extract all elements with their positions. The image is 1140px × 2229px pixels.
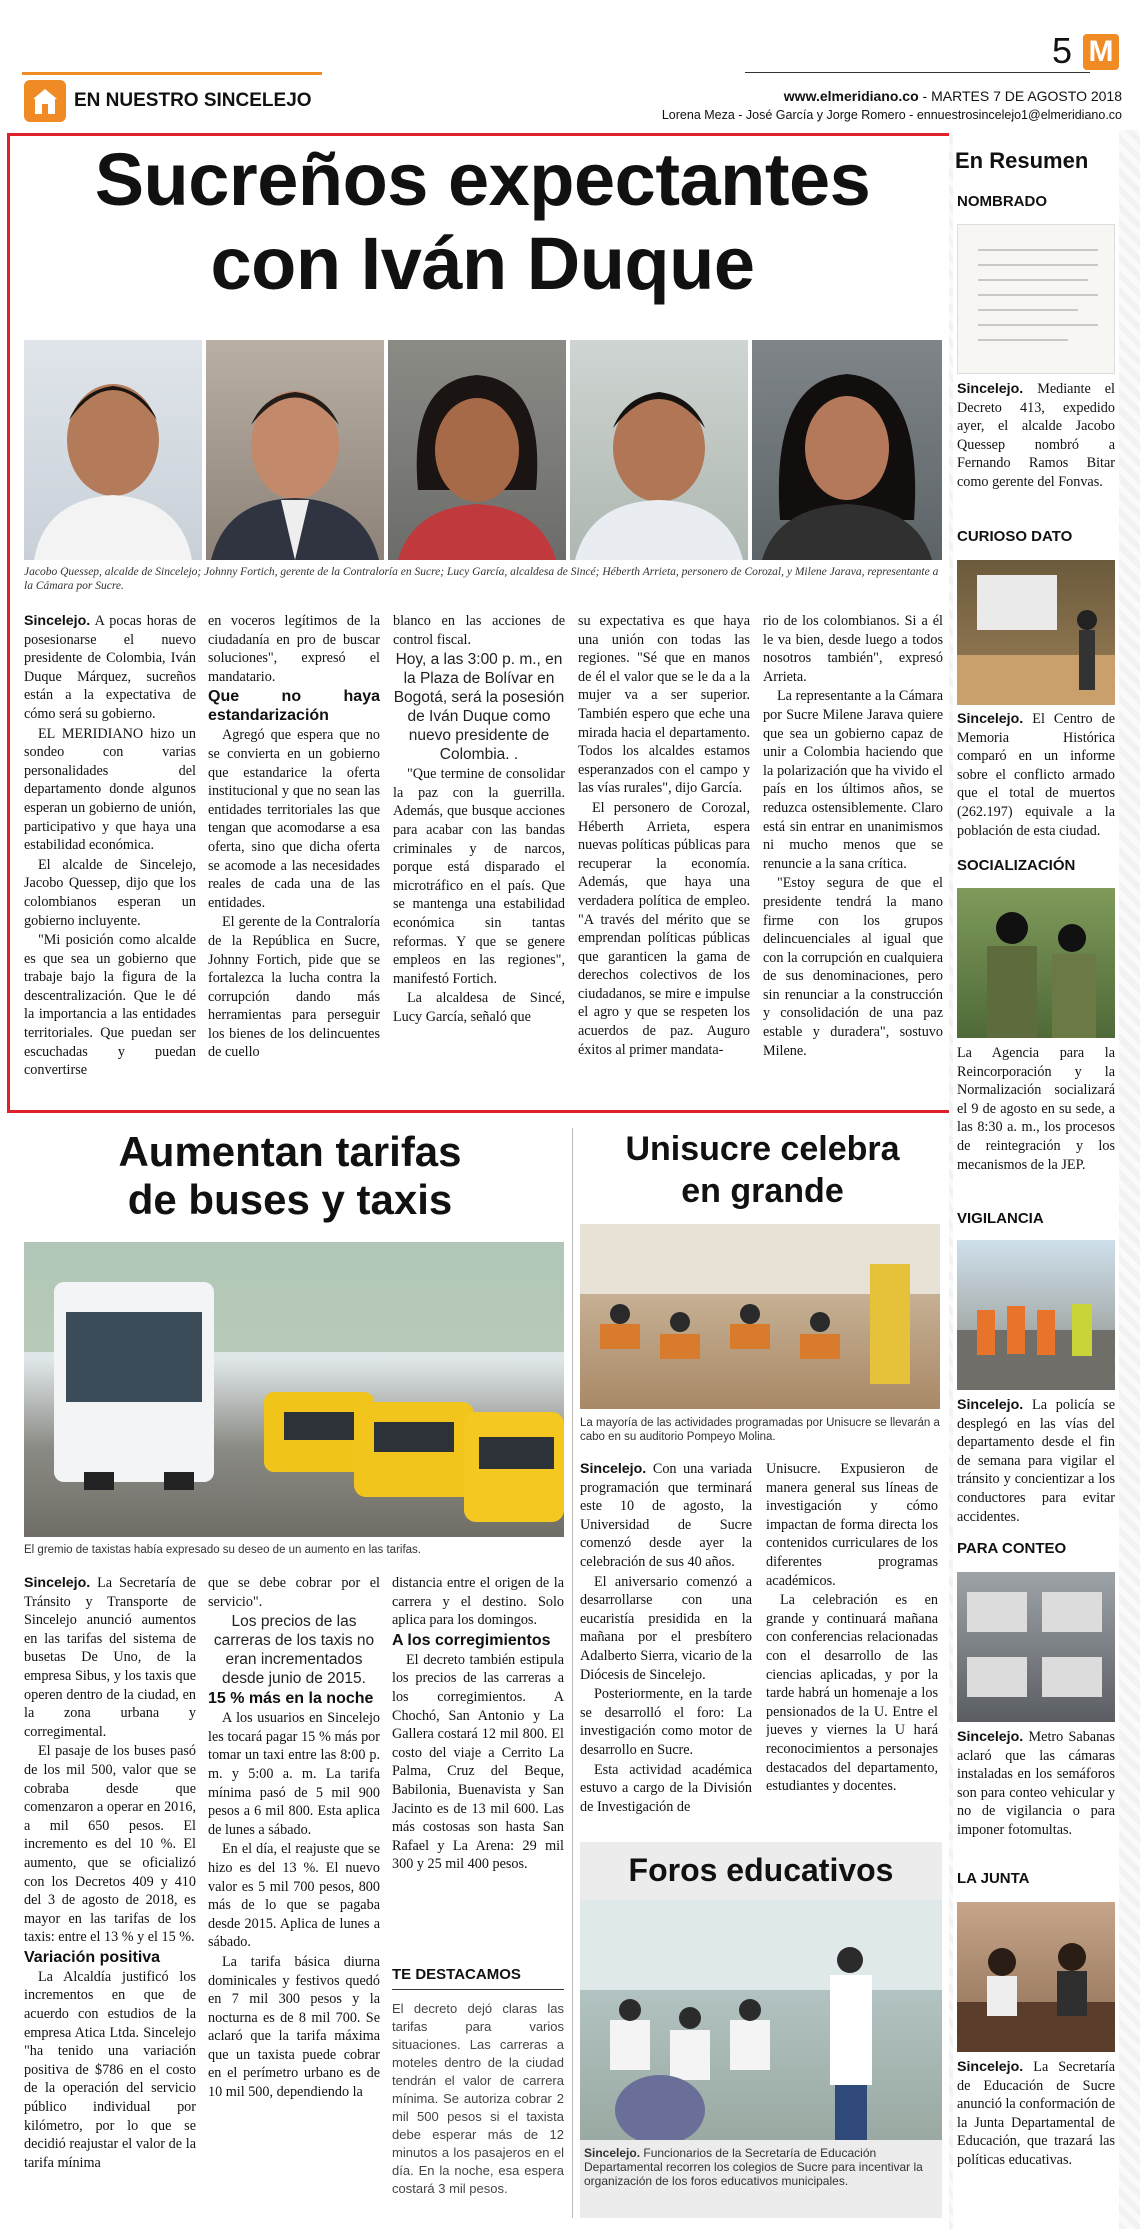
buses-paragraph: que se debe cobrar por el servicio". [208, 1575, 380, 1610]
section-icon [24, 80, 66, 122]
buses-lead-paragraph: Sincelejo. La Secretaría de Tránsito y Transporte de Sincelejo anunció aumentos en las tarifas del sistema de busetas De Uno, de la empresa Sibus, y los taxis que operen dentro de la ciudad, en la zona urbana y corregimental. [24, 1575, 196, 1740]
unisucre-col-2 [766, 1460, 938, 1820]
main-col-2 [208, 612, 380, 1102]
site-url[interactable]: www.elmeridiano.co [783, 88, 919, 104]
page-header [0, 0, 1140, 130]
sidebar-text-curioso-dato: Sincelejo. El Centro de Memoria Histórica comparó en un informe sobre el conflicto armado que el total de muertos (262.197) equivale a la población de esta ciudad. [957, 711, 1115, 839]
main-paragraph: "Que termine de consolidar la paz con la guerrilla. Además, que busque acciones para acabar con las bandas criminales y de narcos, porque está disparado el microtráfico en el país. Que se mantenga una estabilidad económica sin tantas reformas. Y que se genere empleos en las regiones", manifestó Fortich. [393, 766, 565, 987]
main-paragraph: EL MERIDIANO hizo un sondeo con varias personalidades del departamento donde algunos esperan un gobierno de unión, participativo y que haya una estabilidad económica. [24, 725, 196, 854]
buses-subhead: Variación positiva [24, 1948, 161, 1966]
decree-document-image [957, 224, 1115, 374]
sidebar-title: En Resumen [955, 148, 1089, 173]
main-paragraph: "Estoy segura de que el presidente tendrá la mano firme con los grupos delincuenciales al igual que con la corrupción en cualquiera de sus denominaciones, pero sin renunciar a la construcción y consolidación de una paz estable y duradera", sostuvo Milene. [763, 875, 943, 1059]
buses-paragraph: La Alcaldía justificó los incrementos en que de acuerdo con estudios de la empresa Atica Ltda. Sincelejo "ha tenido una variación positiva de $786 en el costo de la operación del servicio público individual por kilómetro, por lo que se decidió reajustar el valor de la tarifa mínima [24, 1968, 196, 2171]
unisucre-paragraph: Posteriormente, en la tarde se desarrolló el foro: La investigación como motor de desarrollo en Sucre. [580, 1686, 752, 1758]
main-paragraph: en voceros legítimos de la ciudadanía en pro de buscar soluciones", expresó el mandatario. [208, 613, 380, 685]
reincorporacion-photo [957, 888, 1115, 1038]
main-paragraph: La alcaldesa de Sincé, Lucy García, señaló que [393, 990, 565, 1025]
main-col-4 [578, 612, 750, 1102]
main-paragraph: "Mi posición como alcalde es que sea un gobierno que trabaje bajo la figura de la descentralización. Que le dé la importancia a las entidades territoriales. Que puedan ser escuchadas y puedan convertirse [24, 932, 196, 1079]
authors-line: Lorena Meza - José García y Jorge Romero - ennuestrosincelejo1@elmeridiano.co [661, 108, 1122, 122]
logo: M [1083, 34, 1119, 70]
column-divider [572, 1128, 573, 2218]
main-paragraph: El alcalde de Sincelejo, Jacobo Quessep, dijo que los colombianos esperan un gobierno incluyente. [24, 856, 196, 929]
sidebar-head-para-conteo: PARA CONTEO [957, 1540, 1067, 1557]
portrait-lucy-garcia [388, 340, 566, 560]
issue-date: - MARTES 7 DE AGOSTO 2018 [918, 88, 1122, 104]
unisucre-paragraph: Unisucre. Expusieron de manera general sus líneas de investigación y cómo impactan de forma directa los contenidos curriculares de los diferentes programas académicos. [766, 1461, 938, 1589]
portrait-milene-jarava [752, 340, 942, 560]
buses-subhead: A los corregimientos [392, 1631, 551, 1649]
unisucre-auditorium-photo [580, 1224, 940, 1409]
buses-paragraph: En el día, el reajuste que se hizo es del 13 %. El nuevo valor es 5 mil 700 pesos, 800 más de lo que se pagaba desde 2015. Aplica de lunes a sábado. [208, 1841, 380, 1951]
sidebar-head-curioso-dato: CURIOSO DATO [957, 528, 1073, 545]
section-title: EN NUESTRO SINCELEJO [74, 90, 312, 111]
sidebar-text-socializacion: La Agencia para la Reincorporación y la Normalización socializará el 9 de agosto en su sede, a las 8:30 a. m., los procesos de reintegración y los mecanismos de la JEP. [957, 1045, 1115, 1173]
buses-col-3 [392, 1574, 564, 1964]
buses-paragraph: El pasaje de los buses pasó de los mil 500, valor que se cobraba desde que comenzaron a operar en 2016, a mil 650 pesos. El incremento es del 10 %. El aumento, que se oficializó con los Decretos 409 y 410 del 3 de agosto de 2018, es mayor en las tarifas de los taxis: entre el 13 % y el 15 %. [24, 1743, 196, 1946]
unisucre-photo-caption: La mayoría de las actividades programadas por Unisucre se llevarán a cabo en su auditorio Pompeyo Molina. [580, 1417, 940, 1443]
buses-taxis-photo [24, 1242, 564, 1537]
site-date [740, 88, 1122, 104]
main-paragraph: Agregó que espera que no se convierta en un gobierno que estandarice la oferta institucional y que no sean las entidades territoriales las que tengan que acomodarse a esa oferta, sino que dicha oferta se acomode a las necesidades reales de cada una de las entidades. [208, 727, 380, 911]
police-road-photo [957, 1240, 1115, 1390]
main-lead-paragraph: Sincelejo. A pocas horas de posesionarse el nuevo presidente de Colombia, Iván Duque Márquez, sucreños están a la expectativa de cómo será su gobierno. [24, 613, 196, 722]
te-destacamos-text: El decreto dejó claras las tarifas para varios situaciones. Las carreras a moteles dentro de la ciudad tendrán el valor de carrera mínima. Se autoriza cobrar 2 mil 500 pesos si el taxista debe esperar más de 12 minutos a los pasajeros en el día. En la noche, esa espera costará 3 mil pesos. [392, 2001, 564, 2196]
buses-photo-caption: El gremio de taxistas había expresado su deseo de un aumento en las tarifas. [24, 1544, 421, 1556]
unisucre-col-1 [580, 1460, 752, 1820]
main-subhead: Que no haya estandarización [208, 688, 380, 725]
page-number: 5 [1052, 30, 1073, 71]
te-destacamos-box [392, 1966, 564, 2216]
main-col-1 [24, 612, 196, 1102]
main-col-5 [763, 612, 943, 1102]
foros-classroom-photo [580, 1900, 942, 2140]
main-paragraph: rio de los colombianos. Si a él le va bien, desde luego a todos nosotros también", expresó Arrieta. [763, 613, 943, 685]
header-rule [22, 72, 322, 75]
top-rule [745, 72, 1090, 73]
main-paragraph: El gerente de la Contraloría de la República en Sucre, Johnny Fortich, pide que se fortalezca la lucha contra la corrupción dando más herramientas para perseguir los bienes de los delincuentes de cuello [208, 914, 380, 1061]
unisucre-lead-paragraph: Sincelejo. Con una variada programación que terminará este 10 de agosto, la Universidad de Sucre comenzó desde ayer la celebración de sus 40 años. [580, 1461, 752, 1570]
buses-subhead: 15 % más en la noche [208, 1690, 374, 1708]
sidebar-head-nombrado: NOMBRADO [957, 193, 1047, 210]
buses-paragraph: La tarifa básica diurna dominicales y festivos quedó en 7 mil 300 pesos y la nocturna es de 8 mil 700. Se aclaró que la tarifa máxima que un taxista puede cobrar en el perímetro urbano es de 10 mil 500, dependiendo la [208, 1953, 380, 2101]
unisucre-paragraph: El aniversario comenzó a desarrollarse con una eucaristía presidida en la mañana por el presbítero Adalberto Sierra, vicario de la Diócesis de Sincelejo. [580, 1573, 752, 1683]
main-paragraph: su expectativa es que haya una unión con todas las regiones. "Sé que en manos de él el valor que se le da a la mujer va a ser superior. También espero que eche una mirada hacia el departamento. Todos los alcaldes estamos esperanzados con el campo y las vías rurales", dijo García. [578, 613, 750, 797]
portrait-jacobo-quessep [24, 340, 202, 560]
unisucre-paragraph: La celebración es en grande y continuará mañana con conferencias relacionadas con el desarrollo de las ciencias aplicadas, y por la tarde habrá un homenaje a los pensionados de la U. Entre el jueves y viernes la U hará reconocimientos a personajes destacados del departamento, estudiantes y docentes. [766, 1592, 938, 1795]
sidebar-text-vigilancia: Sincelejo. La policía se desplegó en las vías del departamento desde el fin de semana para vigilar el tránsito y concientizar a los conductores para evitar accidentes. [957, 1397, 1115, 1525]
sidebar-text-para-conteo: Sincelejo. Metro Sabanas aclaró que las cámaras instaladas en los semáforos son para conteo vehicular y no de vigilancia o para imponer fotomultas. [957, 1729, 1115, 1838]
main-paragraph: El personero de Corozal, Héberth Arrieta, espera nuevas políticas públicas para recuperar la economía. Además, que haya una verdadera política de empleo. "A través del mérito que se emprendan políticas públicas que garanticen la gama de derechos colectivos de los ciudadanos, se mire e impulse el agro y que se respeten los acuerdos de paz. Auguro éxitos al primer mandata- [578, 799, 750, 1058]
foros-headline: Foros educativos [628, 1852, 894, 1888]
portrait-heberth-arrieta [570, 340, 748, 560]
main-col-3 [393, 612, 565, 1102]
sidebar-head-socializacion: SOCIALIZACIÓN [957, 857, 1076, 874]
foros-photo-caption: Sincelejo. Funcionarios de la Secretaría de Educación Departamental recorren los colegios de Sucre para incentivar la organización de los foros educativos municipales. [584, 2146, 923, 2188]
memoria-historica-photo [957, 560, 1115, 705]
sidebar-head-la-junta: LA JUNTA [957, 1870, 1030, 1887]
buses-col-1 [24, 1574, 196, 2214]
traffic-camera-photo [957, 1572, 1115, 1722]
buses-headline: Aumentan tarifas de buses y taxis [118, 1128, 462, 1223]
main-pull-quote: Hoy, a las 3:00 p. m., en la Plaza de Bolívar en Bogotá, será la posesión de Iván Duque como nuevo presidente de Colombia. . [393, 651, 565, 764]
sidebar-text-nombrado: Sincelejo. Mediante el Decreto 413, expedido ayer, el alcalde Jacobo Quessep nombró a Fernando Ramos Bitar como gerente del Fonvas. [957, 381, 1115, 490]
main-paragraph: blanco en las acciones de control fiscal. [393, 613, 565, 648]
sidebar-text-la-junta: Sincelejo. La Secretaría de Educación de Sucre anunció la conformación de la Junta Departamental de Educación, que trazará las políticas educativas. [957, 2059, 1115, 2168]
buses-paragraph: El decreto también estipula los precios de las carreras a los corregimientos. A Chochó, San Antonio y La Gallera costará 12 mil 800. El costo del viaje a Cerrito La Palma, Cruz del Beque, Babilonia, Buenavista y San Jacinto es de 13 mil 600. Las más costosas son hasta San Rafael y La Arena: 29 mil 300 y 25 mil 400 pesos. [392, 1651, 564, 1873]
buses-pull-quote: Los precios de las carreras de los taxis no eran incrementados desde junio de 2015. [213, 1613, 375, 1688]
main-photo-caption: Jacobo Quessep, alcalde de Sincelejo; Johnny Fortich, gerente de la Contraloría en Sucre; Lucy García, alcaldesa de Sincé; Héberth Arrieta, personero de Corozal, y Milene Jarava, representante a la Cámara por Sucre. [24, 566, 939, 592]
buses-paragraph: distancia entre el origen de la carrera y el destino. Solo aplica para los domingos. [392, 1575, 564, 1629]
sidebar-head-vigilancia: VIGILANCIA [957, 1210, 1044, 1227]
main-paragraph: La representante a la Cámara por Sucre Milene Jarava quiere que sea un gobierno capaz de unir a Colombia haciendo que la polarización que ha vivido el país en los últimos años, se reduzca ostensiblemente. Claro está sin entrar en unanimismos ni mucho menos que se renuncie a la sana crítica. [763, 688, 943, 872]
junta-meeting-photo [957, 1902, 1115, 2052]
buses-col-2 [208, 1574, 380, 2214]
te-destacamos-title: TE DESTACAMOS [392, 1966, 564, 1990]
main-headline: Sucreños expectantes con Iván Duque [94, 138, 871, 305]
unisucre-paragraph: Esta actividad académica estuvo a cargo de la División de Investigación de [580, 1761, 752, 1815]
buses-paragraph: A los usuarios en Sincelejo les tocará pagar 15 % más por tomar un taxi entre las 8:00 p. m. y 5:00 a. m. La tarifa mínima pasó de 5 mil 900 pesos a 6 mil 800. Esta aplica de lunes a sábado. [208, 1710, 380, 1838]
portrait-johnny-fortich [206, 340, 384, 560]
unisucre-headline: Unisucre celebra en grande [625, 1130, 900, 1210]
